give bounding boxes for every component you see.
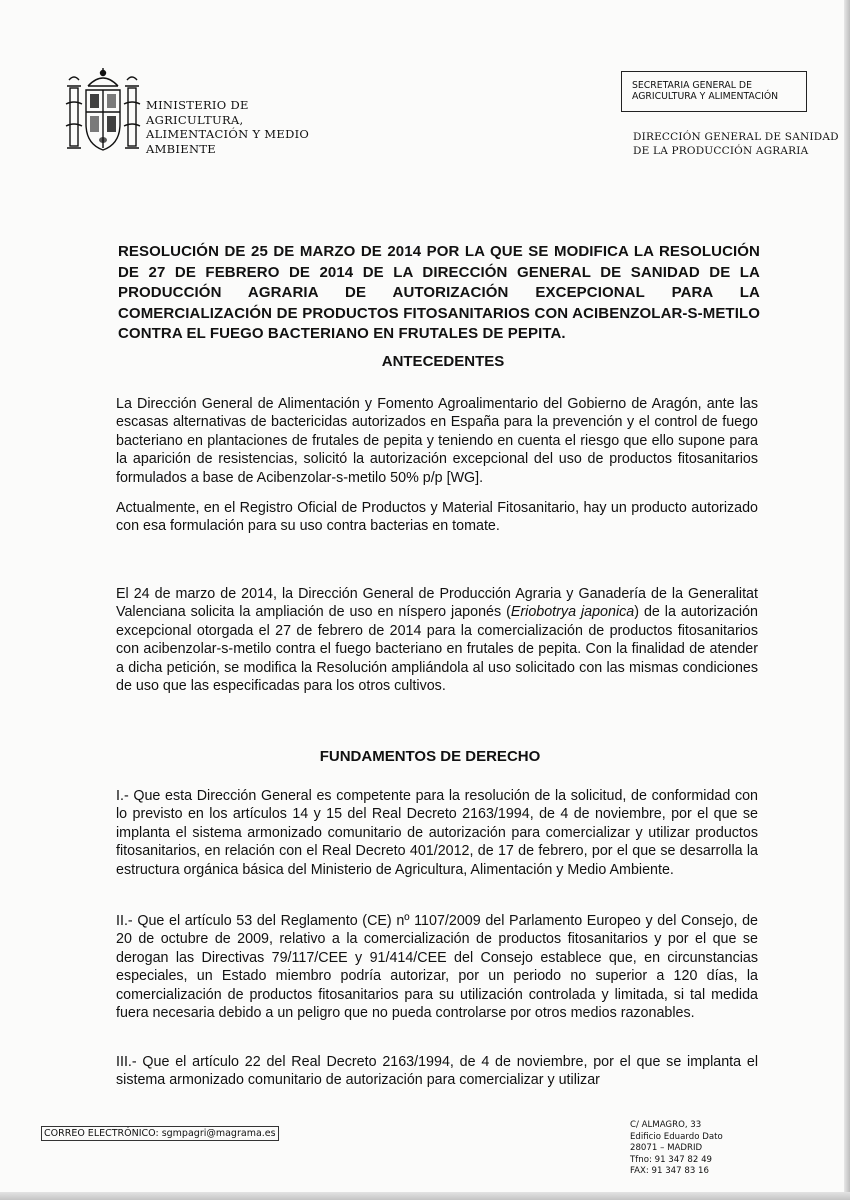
- ministry-line: ALIMENTACIÓN Y MEDIO: [146, 127, 310, 141]
- fundamentos-paragraph-1: I.- Que esta Dirección General es competente para la resolución de la solicitud, de conformidad con lo previsto en los artículos 14 y 15 del Real Decreto 2163/1994, de 4 de noviembre, por el que se implanta el sistema armonizado comunitario de autorización para comercializar y utilizar productos fitosanitarios, en relación con el Real Decreto 401/2012, de 17 de febrero, por el que se desarrolla la estructura orgánica básica del Ministerio de Agricultura, Alimentación y Medio Ambiente.: [116, 788, 758, 878]
- address-line: Tfno: 91 347 82 49: [630, 1154, 713, 1165]
- antecedentes-paragraph-1: La Dirección General de Alimentación y Fomento Agroalimentario del Gobierno de Aragón, ante las escasas alternativas de bactericidas autorizados en España para la prevención y el control de fuego bacteriano en plantaciones de frutales de pepita y teniendo en cuenta el riesgo que ello supone para la aparición de resistencias, solicitó la autorización excepcional del uso de productos fitosanitarios formulados a base de Acibenzolar-s-metilo 50% p/p [WG].: [116, 396, 758, 486]
- coat-of-arms-logo: [62, 64, 144, 160]
- fundamentos-paragraph-2: II.- Que el artículo 53 del Reglamento (CE) nº 1107/2009 del Parlamento Europeo y del Consejo, de 20 de octubre de 2009, relativo a la comercialización de productos fitosanitarios y por el que se derogan las Directivas 79/117/CEE y 91/414/CEE del Consejo establece que, en circunstancias especiales, un Estado miembro podría autorizar, por un periodo no superior a 120 días, la comercialización de productos fitosanitarios para su utilización controlada y limitada, si tal medida fuera necesaria debido a un peligro que no pueda controlarse por otros medios razonables.: [116, 913, 758, 1022]
- paragraph-text: El 24 de marzo de 2014, la Dirección General de Producción Agraria y Ganadería de la Generalitat Valenciana solicita la ampliación de uso en níspero japonés (: [116, 586, 758, 621]
- secretaria-line: SECRETARIA GENERAL DE: [632, 80, 752, 91]
- antecedentes-paragraph-3: [116, 585, 758, 695]
- address-line: Edificio Eduardo Dato: [630, 1131, 723, 1142]
- secretaria-box: [621, 71, 807, 112]
- paragraph-text: ) de la autorización excepcional otorgada el 27 de febrero de 2014 para la comercialización de productos fitosanitarios con acibenzolar-s-metilo contra el fuego bacteriano en frutales de pepita. Con la finalidad de atender a dicha petición, se modifica la Resolución ampliándola al uso solicitado con las mismas condiciones de uso que las especificadas para los otros cultivos.: [116, 604, 758, 695]
- antecedentes-heading: ANTECEDENTES: [381, 353, 505, 370]
- secretaria-line: AGRICULTURA Y ALIMENTACIÓN: [632, 91, 779, 102]
- ministry-line: AGRICULTURA,: [146, 112, 244, 127]
- ministry-line: MINISTERIO DE: [146, 98, 249, 112]
- ministry-name: [146, 98, 309, 156]
- address-line: C/ ALMAGRO, 33: [630, 1120, 702, 1130]
- page-edge-shadow: [844, 0, 850, 1200]
- direccion-line: DE LA PRODUCCIÓN AGRARIA: [633, 145, 809, 157]
- resolution-title: RESOLUCIÓN DE 25 DE MARZO DE 2014 POR LA QUE SE MODIFICA LA RESOLUCIÓN DE 27 DE FEBRERO DE 2014 DE LA DIRECCIÓN GENERAL DE SANIDAD DE LA PRODUCCIÓN AGRARIA DE AUTORIZACIÓN EXCEPCIONAL PARA LA COMERCIALIZACIÓN DE PRODUCTOS FITOSANITARIOS CON ACIBENZOLAR-S-METILO CONTRA EL FUEGO BACTERIANO EN FRUTALES DE PEPITA.: [118, 243, 760, 342]
- fundamentos-paragraph-3: III.- Que el artículo 22 del Real Decreto 2163/1994, de 4 de noviembre, por el que se implanta el sistema armonizado comunitario de autorización para comercializar y utilizar: [116, 1054, 758, 1089]
- page-bottom-shadow: [0, 1192, 850, 1200]
- direccion-line: DIRECCIÓN GENERAL DE SANIDAD: [633, 131, 839, 143]
- species-name: Eriobotrya japonica: [510, 604, 635, 621]
- fundamentos-heading: FUNDAMENTOS DE DERECHO: [319, 748, 541, 765]
- footer-email: CORREO ELECTRÓNICO: sgmpagri@magrama.es: [41, 1126, 279, 1141]
- address-line: FAX: 91 347 83 16: [630, 1166, 709, 1176]
- antecedentes-paragraph-2: Actualmente, en el Registro Oficial de Productos y Material Fitosanitario, hay un producto autorizado con esa formulación para su uso contra bacterias en tomate.: [116, 500, 758, 535]
- ministry-line: AMBIENTE: [146, 141, 216, 156]
- direccion-general: [633, 130, 839, 158]
- address-line: 28071 – MADRID: [630, 1143, 703, 1153]
- footer-address: [630, 1120, 723, 1178]
